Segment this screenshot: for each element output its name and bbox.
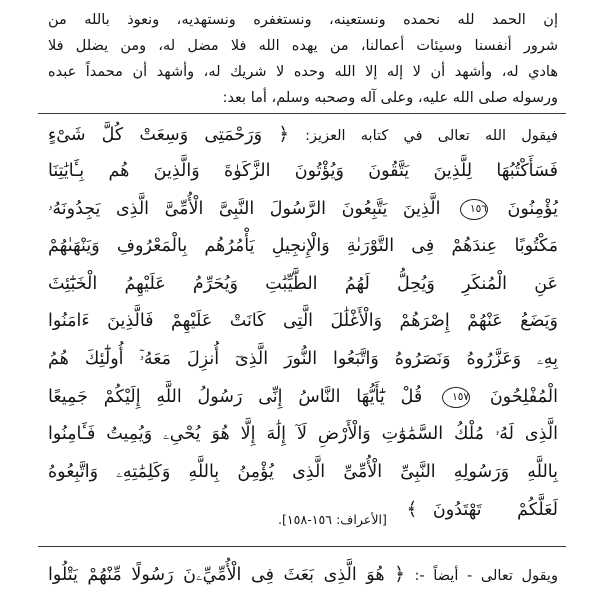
verse-text: قُلْ يَٰٓأَيُّهَا النَّاسُ إِنِّى رَسُولُ اللَّهِ إِلَيْكُمْ جَمِيعًا	[48, 387, 423, 407]
quote-lead: ويقول تعالى - أيضاً -:	[414, 568, 558, 584]
quote-lead: فيقول الله تعالى في كتابه العزيز:	[305, 128, 558, 144]
preface-line-4: ورسوله صلى الله عليه، وعلى آله وصحبه وسلم، أما بعد:	[222, 90, 558, 106]
verse-line: عَنِ الْمُنكَرِ وَيُحِلُّ لَهُمُ الطَّيِّبَٰتِ وَيُحَرِّمُ عَلَيْهِمُ الْخَبَٰٓئِثَ	[48, 274, 558, 294]
divider-bottom	[38, 546, 566, 547]
ornate-close-bracket: ﴾	[406, 499, 418, 520]
verse-line: الَّذِى لَهُۥ مُلْكُ السَّمَٰوَٰتِ وَالْأَرْضِ لَآ إِلَٰهَ إِلَّا هُوَ يُحْىِۦ وَيُمِيتُ فَـَٔامِنُوا	[48, 424, 558, 444]
verse-text: الْمُفْلِحُونَ	[489, 387, 558, 407]
second-quote-line	[48, 558, 558, 593]
verse-closing-line	[48, 493, 558, 528]
verse-opening-words: وَرَحْمَتِى وَسِعَتْ كُلَّ شَىْءٍ	[48, 125, 263, 145]
verse-line: مَكْتُوبًا عِندَهُمْ فِى التَّوْرَىٰةِ وَالْإِنجِيلِ يَأْمُرُهُم بِالْمَعْرُوفِ وَيَنْهَىٰهُمْ	[48, 236, 558, 256]
divider-top	[38, 113, 566, 114]
verse-line: بِهِۦ وَعَزَّرُوهُ وَنَصَرُوهُ وَاتَّبَعُوا النُّورَ الَّذِىٓ أُنزِلَ مَعَهُۥٓ أُولَٰٓئِكَ هُمُ	[48, 349, 558, 369]
verse-line: وَيَضَعُ عَنْهُمْ إِصْرَهُمْ وَالْأَغْلَٰلَ الَّتِى كَانَتْ عَلَيْهِمْ فَالَّذِينَ ءَامَنُوا	[48, 311, 558, 331]
surah-reference: [الأعراف: ١٥٦-١٥٨].	[278, 512, 387, 527]
verse-text: الَّذِينَ يَتَّبِعُونَ الرَّسُولَ النَّبِىَّ الْأُمِّىَّ الَّذِى يَجِدُونَهُۥ	[48, 199, 441, 219]
verse-number-marker: ١٥٧	[442, 387, 470, 408]
ornate-open-bracket: ﴿	[278, 124, 289, 145]
verse-opening-words: هُوَ الَّذِى بَعَثَ فِى الْأُمِّيِّۦنَ رَسُولًا مِّنْهُمْ يَتْلُوا	[48, 565, 385, 585]
verse-text: لَعَلَّكُمْ تَهْتَدُونَ	[432, 500, 558, 520]
verse-line: بِاللَّهِ وَرَسُولِهِ النَّبِىِّ الْأُمِّىِّ الَّذِى يُؤْمِنُ بِاللَّهِ وَكَلِمَٰتِهِۦ وَاتَّبِعُوهُ	[48, 462, 558, 482]
preface-line-3: هادي له، وأشهد أن لا إله إلا الله وحده لا شريك له، وأشهد أن محمداً عبده	[48, 64, 558, 80]
preface-line-1: إن الحمد لله نحمده ونستعينه، ونستغفره ونستهديه، ونعوذ بالله من	[48, 12, 558, 28]
preface-line-2: شرور أنفسنا وسيئات أعمالنا، من يهده الله فلا مضل له، ومن يضلل فلا	[48, 38, 558, 54]
ornate-open-bracket: ﴿	[394, 564, 405, 585]
verse-text: يُؤْمِنُونَ	[507, 199, 558, 219]
verse-number-marker: ١٥٦	[460, 199, 488, 220]
verse-line	[48, 380, 558, 414]
verse-line	[48, 192, 558, 226]
quote-intro-line	[48, 118, 558, 153]
verse-line: فَسَأَكْتُبُهَا لِلَّذِينَ يَتَّقُونَ وَيُؤْتُونَ الزَّكَوٰةَ وَالَّذِينَ هُم بِـَٔايَٰتِنَا	[48, 161, 558, 181]
